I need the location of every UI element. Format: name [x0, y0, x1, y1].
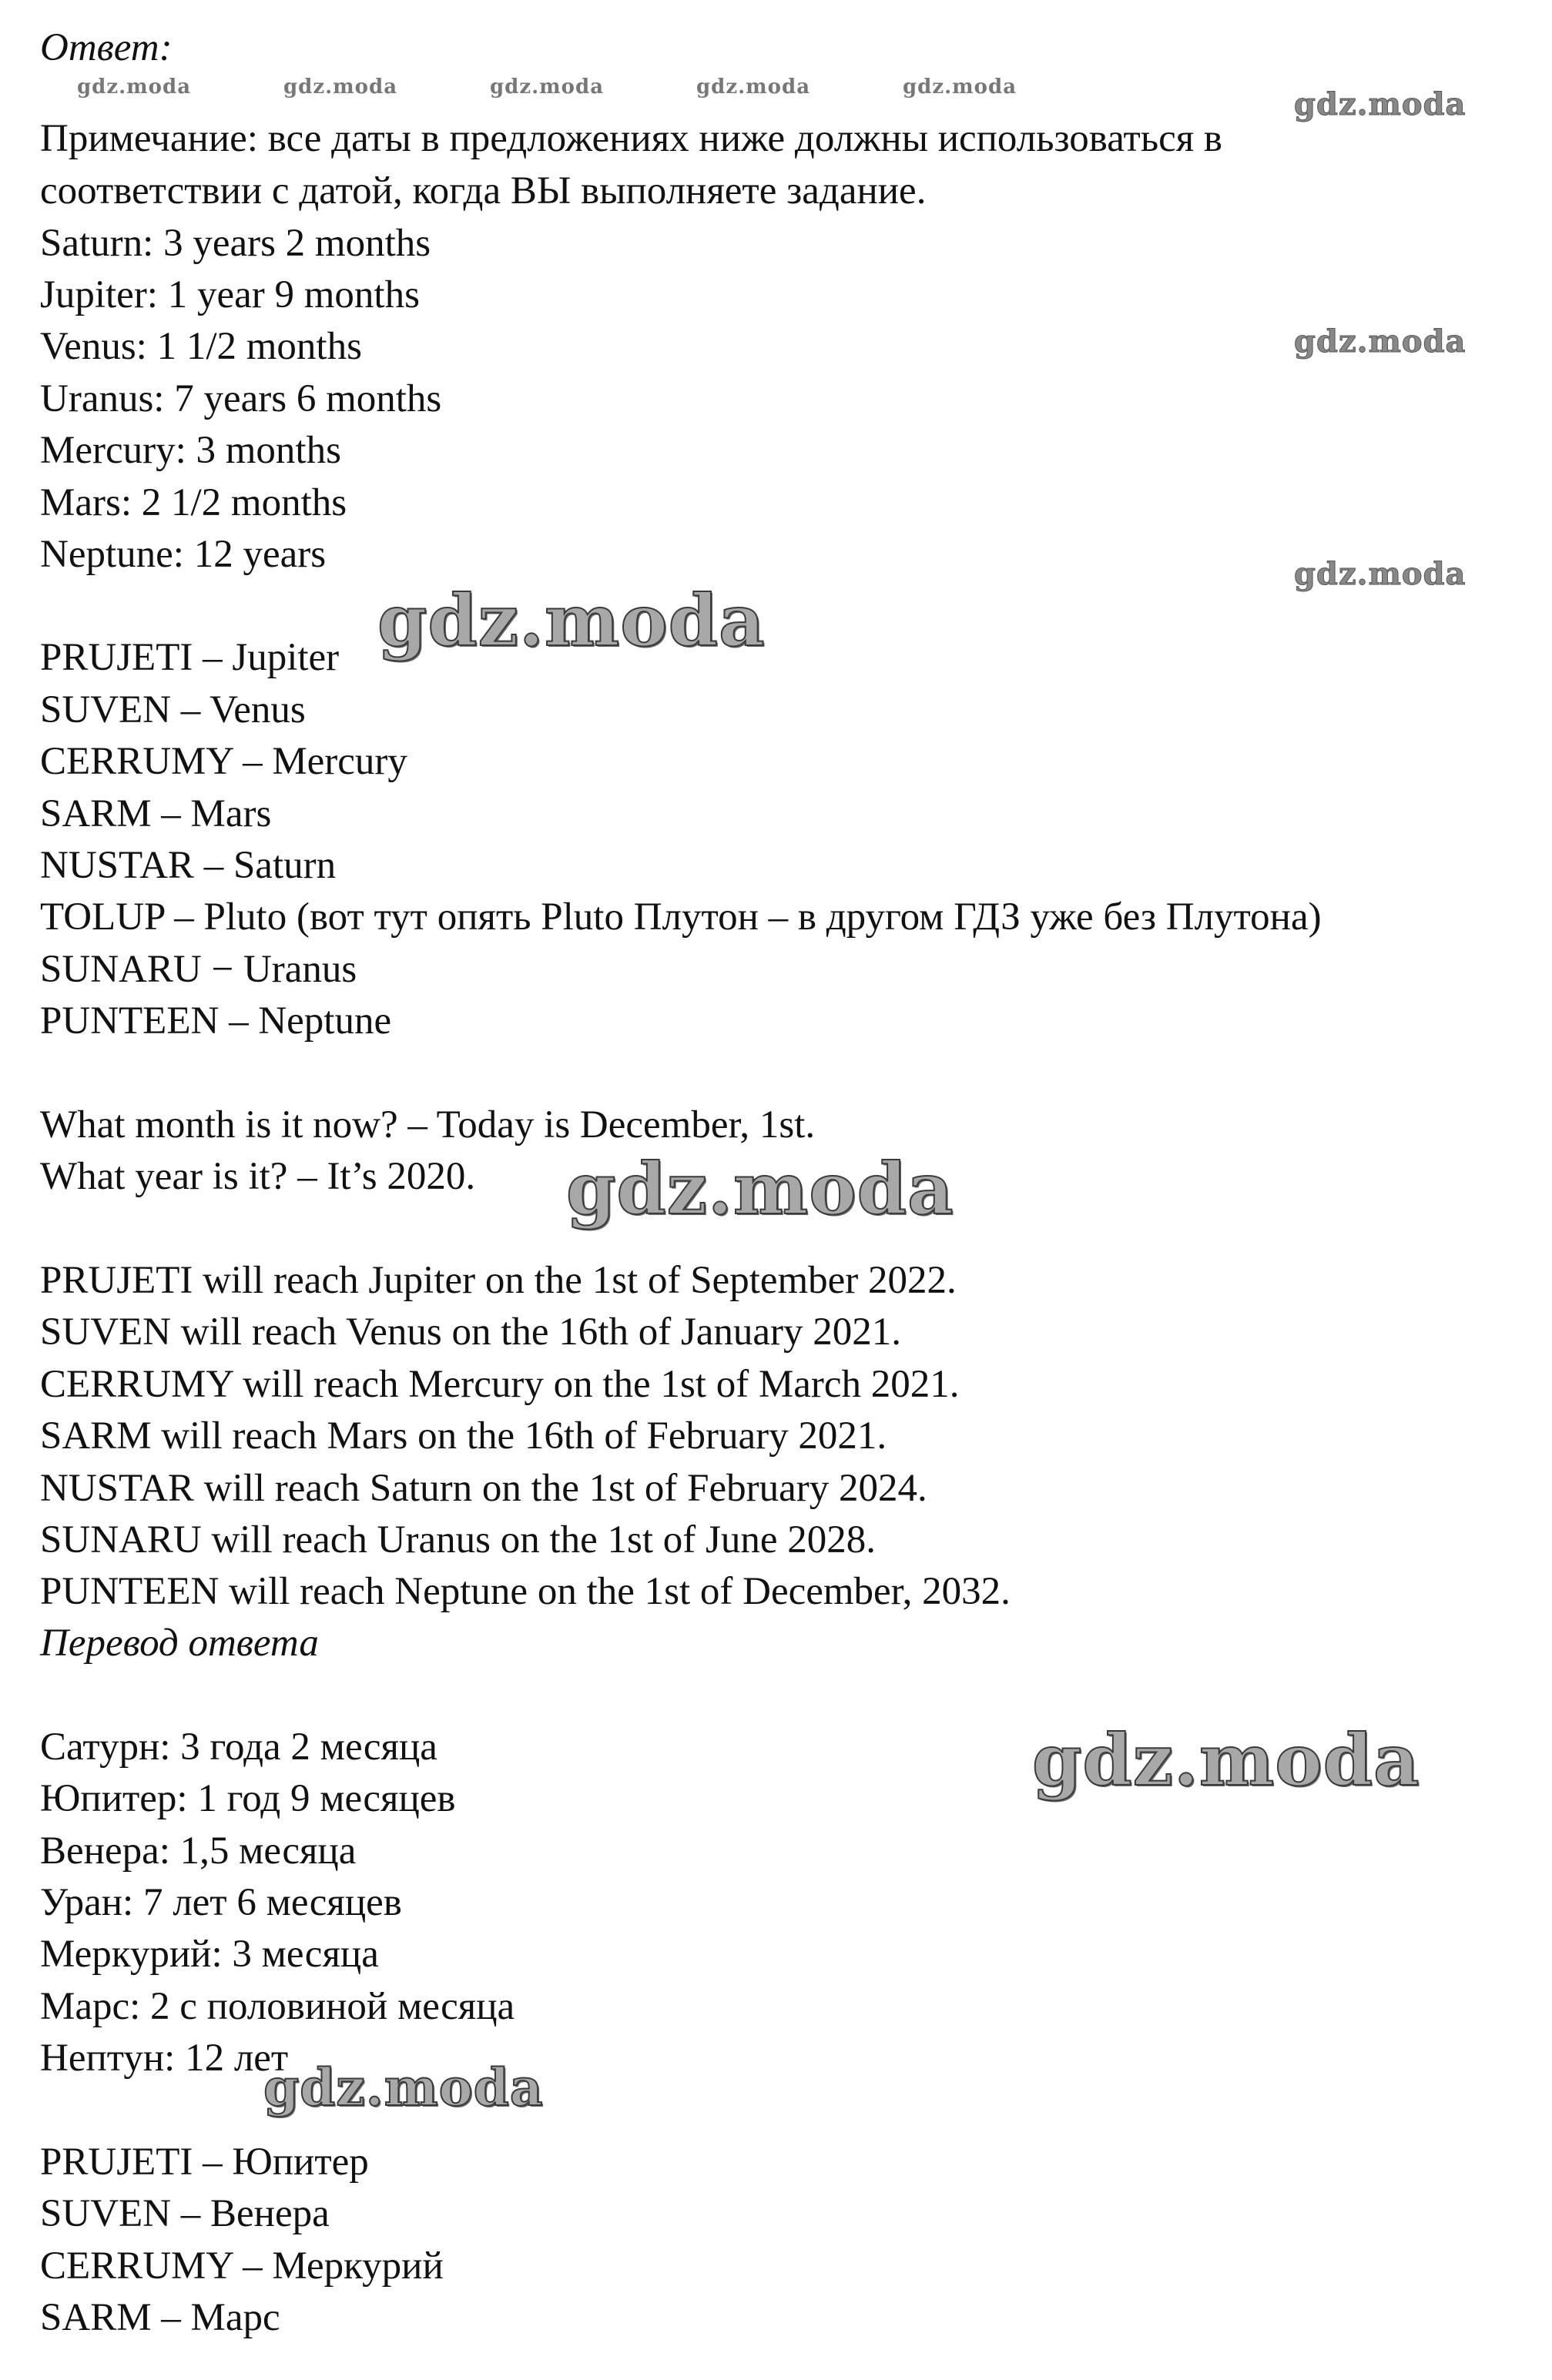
spacecraft-line: SUNARU − Uranus — [40, 948, 357, 991]
translation-heading: Перевод ответа — [40, 1622, 319, 1665]
arrival-sentence: SARM will reach Mars on the 16th of February 2021. — [40, 1414, 887, 1458]
planet-duration: Neptune: 12 years — [40, 533, 327, 576]
arrival-sentence: PRUJETI will reach Jupiter on the 1st of September 2022. — [40, 1259, 957, 1302]
arrival-sentence: SUNARU will reach Uranus on the 1st of June 2028. — [40, 1518, 877, 1562]
spacecraft-line: SUVEN – Venus — [40, 688, 306, 731]
note-line: Примечание: все даты в предложениях ниже должны использоваться в — [40, 117, 1223, 160]
watermark: gdz.moda — [263, 2057, 544, 2117]
spacecraft-line: NUSTAR – Saturn — [40, 844, 337, 887]
answer-heading: Ответ: — [40, 26, 173, 69]
translation-spacecraft: PRUJETI – Юпитер — [40, 2141, 369, 2184]
question-line: What month is it now? – Today is December, 1st. — [40, 1103, 816, 1146]
watermark: gdz.moda — [377, 579, 766, 662]
translation-line: Нептун: 12 лет — [40, 2037, 289, 2080]
arrival-sentence: NUSTAR will reach Saturn on the 1st of February 2024. — [40, 1467, 927, 1510]
spacecraft-line: SARM – Mars — [40, 792, 272, 835]
planet-duration: Uranus: 7 years 6 months — [40, 377, 442, 420]
watermark: gdz.moda — [566, 1147, 954, 1230]
watermark: gdz.moda — [77, 75, 192, 99]
watermark: gdz.moda — [696, 75, 811, 99]
translation-spacecraft: SUVEN – Венера — [40, 2192, 330, 2235]
spacecraft-line: TOLUP – Pluto (вот тут опять Pluto Плутон – в другом ГДЗ уже без Плутона) — [40, 895, 1322, 939]
planet-duration: Venus: 1 1/2 months — [40, 325, 362, 368]
translation-line: Сатурн: 3 года 2 месяца — [40, 1726, 437, 1769]
planet-duration: Saturn: 3 years 2 months — [40, 222, 431, 265]
watermark: gdz.moda — [1294, 323, 1467, 360]
spacecraft-line: PRUJETI – Jupiter — [40, 636, 340, 679]
planet-duration: Mercury: 3 months — [40, 429, 341, 472]
watermark: gdz.moda — [903, 75, 1017, 99]
arrival-sentence: CERRUMY will reach Mercury on the 1st of March 2021. — [40, 1363, 960, 1406]
watermark: gdz.moda — [283, 75, 398, 99]
translation-line: Марс: 2 с половиной месяца — [40, 1985, 515, 2028]
spacecraft-line: PUNTEEN – Neptune — [40, 999, 392, 1043]
note-line: соответствии с датой, когда ВЫ выполняете задание. — [40, 169, 927, 213]
translation-line: Юпитер: 1 год 9 месяцев — [40, 1777, 456, 1820]
watermark: gdz.moda — [1294, 86, 1467, 122]
arrival-sentence: PUNTEEN will reach Neptune on the 1st of December, 2032. — [40, 1570, 1011, 1613]
translation-line: Уран: 7 лет 6 месяцев — [40, 1881, 402, 1924]
watermark: gdz.moda — [490, 75, 605, 99]
watermark: gdz.moda — [1032, 1719, 1420, 1802]
spacecraft-line: CERRUMY – Mercury — [40, 740, 407, 783]
arrival-sentence: SUVEN will reach Venus on the 16th of January 2021. — [40, 1311, 902, 1354]
translation-line: Меркурий: 3 месяца — [40, 1933, 379, 1976]
translation-line: Венера: 1,5 месяца — [40, 1829, 357, 1873]
planet-duration: Mars: 2 1/2 months — [40, 481, 347, 524]
translation-spacecraft: CERRUMY – Меркурий — [40, 2244, 444, 2288]
planet-duration: Jupiter: 1 year 9 months — [40, 273, 420, 316]
watermark: gdz.moda — [1294, 556, 1467, 592]
translation-spacecraft: SARM – Марс — [40, 2296, 280, 2339]
question-line: What year is it? – It’s 2020. — [40, 1155, 476, 1198]
